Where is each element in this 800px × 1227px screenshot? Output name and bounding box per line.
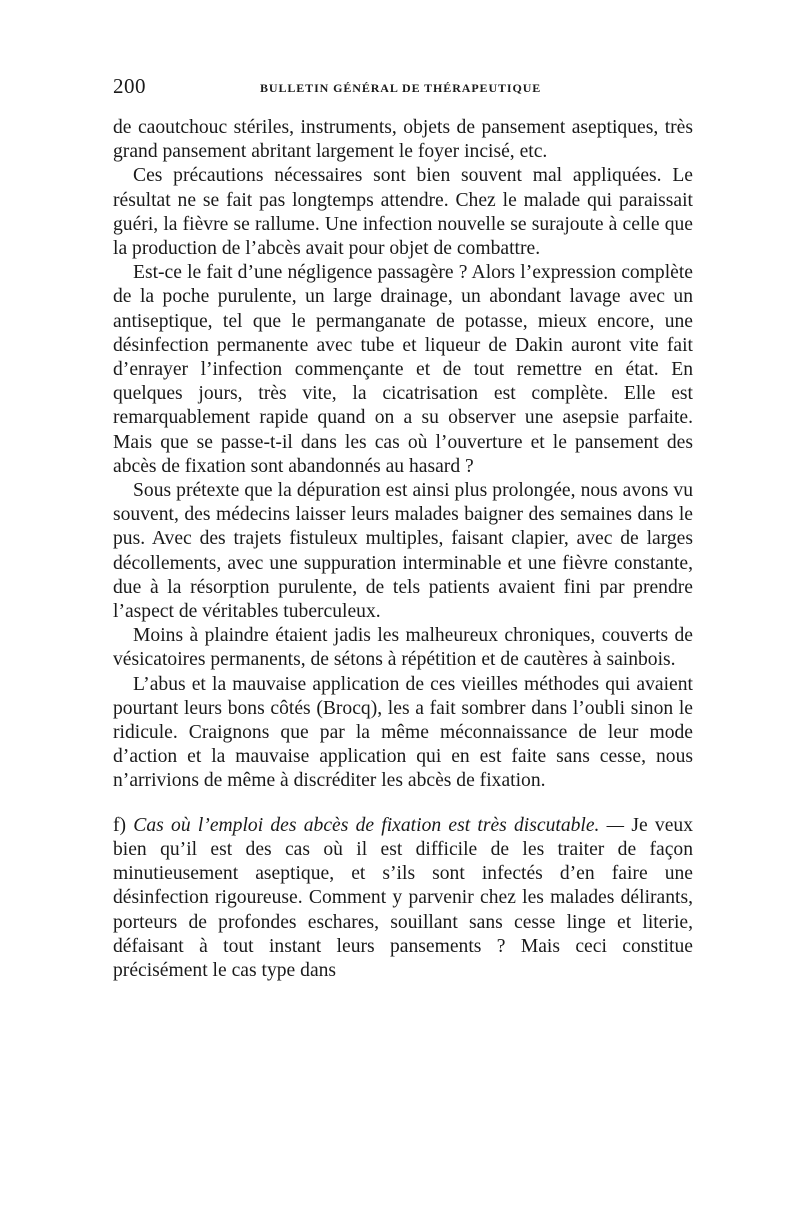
section-label: f) [113,814,127,836]
paragraph: L’abus et la mauvaise application de ces vieilles méthodes qui avaient pourtant leurs bons côtés (Brocq), les a fait sombrer dans l’oubli sinon le ridicule. Craignons que par la même méconnaissance de leur mode d’action et la mauvaise application qui en est faite sans cesse, nous n’arrivions de même à discréditer les abcès de fixation. [113,673,693,792]
running-head [113,74,693,102]
paragraph: Est-ce le fait d’une négligence passagère ? Alors l’expression complète de la poche purulente, un large drainage, un abondant lavage avec un antiseptique, tel que le permanganate de potasse, mieux encore, une désinfection permanente avec tube et liqueur de Dakin auront vite fait d’enrayer l’infection commençante et de tout remettre en état. En quelques jours, très vite, la cicatrisation est complète. Elle est remarquablement rapide quand on a su observer une asepsie parfaite. Mais que se passe-t-il dans les cas où l’ouverture et le pansement des abcès de fixation sont abandonnés au hasard ? [113,262,693,477]
paragraph-continuation: de caoutchouc stériles, instruments, objets de pansement aseptiques, très grand pansement abritant largement le foyer incisé, etc. [113,117,693,163]
section-f [113,814,693,983]
section-text: Je veux bien qu’il est des cas où il est difficile de les traiter de façon minutieusement aseptique, et s’ils sont infectés d’en faire une désinfection rigoureuse. Comment y parvenir chez les malades délirants, porteurs de profondes eschares, souillant sans cesse linge et literie, défaisant à tout instant leurs pansements ? Mais ceci constitue précisément le cas type dans [113,814,693,981]
paragraph: Ces précautions nécessaires sont bien souvent mal appliquées. Le résultat ne se fait pas longtemps attendre. Chez le malade qui paraissait guéri, la fièvre se rallume. Une infection nouvelle se surajoute à celle que la production de l’abcès avait pour objet de combattre. [113,165,693,260]
paragraph: Sous prétexte que la dépuration est ainsi plus prolongée, nous avons vu souvent, des médecins laisser leurs malades baigner des semaines dans le pus. Avec des trajets fistuleux multiples, faisant clapier, avec de larges décollements, avec une suppuration interminable et une fièvre constante, due à la résorption purulente, de tels patients avaient fini par prendre l’aspect de véritables tuberculeux. [113,480,693,623]
body-text [113,116,693,983]
page [113,74,693,983]
page-number: 200 [113,74,146,98]
paragraph: Moins à plaindre étaient jadis les malheureux chroniques, couverts de vésicatoires permanents, de sétons à répétition et de cautères à sainbois. [113,625,693,671]
section-title: Cas où l’emploi des abcès de fixation est très discutable. — [133,814,625,836]
journal-title: BULLETIN GÉNÉRAL DE THÉRAPEUTIQUE [260,81,542,95]
